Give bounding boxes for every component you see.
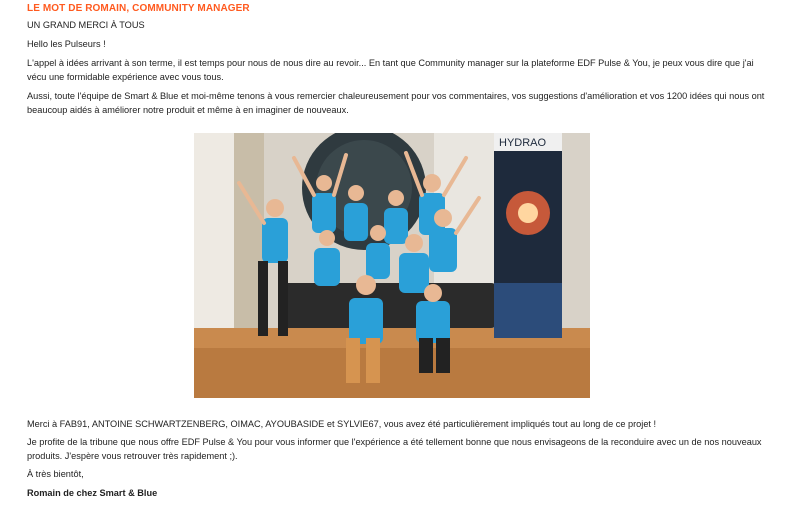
signature: Romain de chez Smart & Blue — [27, 488, 158, 498]
svg-text:HYDRAO: HYDRAO — [499, 137, 547, 149]
greeting-text: Hello les Pulseurs ! — [27, 39, 106, 49]
paragraph-4: Je profite de la tribune que nous offre EDF Pulse & You pour vous informer que l'expérience a été tellement bonne que nous envisageons de la reconduire avec un de nos nouveaux produits. J'espère vous retrouver très rapidement ;). — [27, 437, 762, 461]
paragraph-1: L'appel à idées arrivant à son terme, il est temps pour nous de nous dire au revoir... En tant que Community manager sur la plateforme EDF Pulse & You, je peux vous dire que j'ai vécu une formidable expérience avec vous tous. — [27, 58, 754, 82]
article-title: LE MOT DE ROMAIN, COMMUNITY MANAGER — [27, 3, 250, 14]
closing-text: À très bientôt, — [27, 469, 84, 479]
team-photo-illustration — [194, 133, 590, 398]
paragraph-3: Merci à FAB91, ANTOINE SCHWARTZENBERG, OIMAC, AYOUBASIDE et SYLVIE67, vous avez été particulièrement impliqués tout au long de ce projet ! — [27, 419, 657, 429]
paragraph-2: Aussi, toute l'équipe de Smart & Blue et moi-même tenons à vous remercier chaleureusement pour vos commentaires, vos suggestions d'amélioration et vos 1200 idées qui nous ont beaucoup aidés à améliorer notre produit et même à en imaginer de nouveaux. — [27, 91, 765, 115]
article-subtitle: UN GRAND MERCI À TOUS — [27, 20, 145, 30]
team-photo — [194, 133, 590, 398]
